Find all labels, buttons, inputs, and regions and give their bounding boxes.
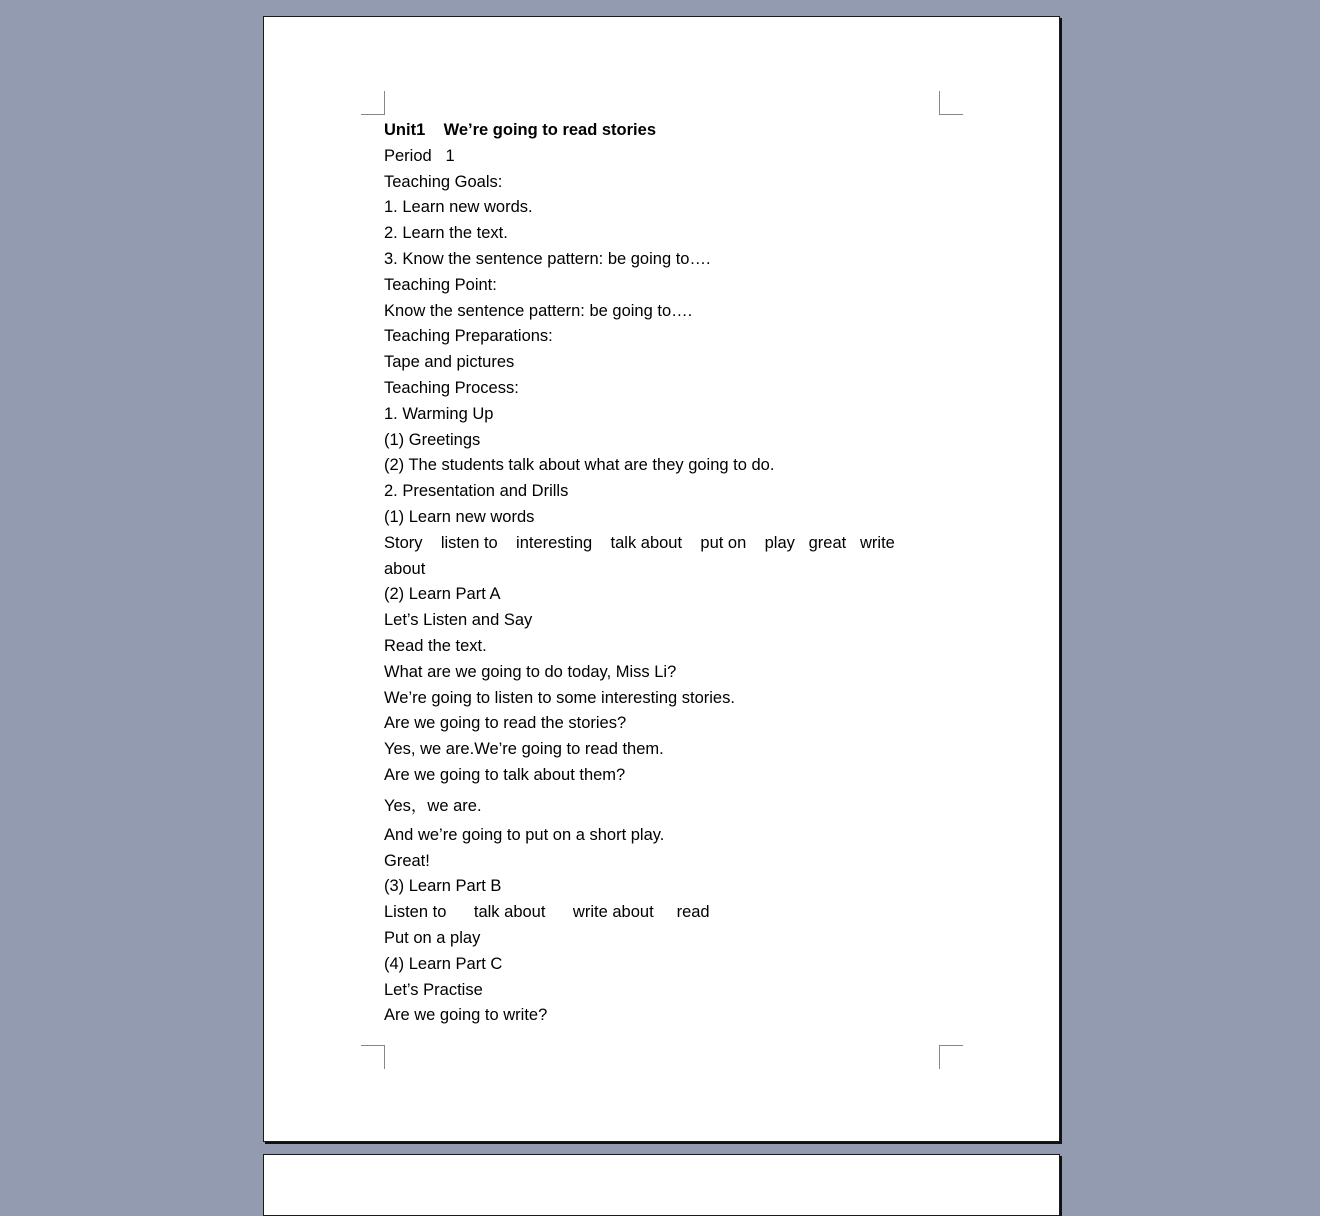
text-line: Are we going to write? <box>384 1006 548 1025</box>
text-line: Story listen to interesting talk about put on play great write <box>384 533 895 552</box>
text-line: Read the text. <box>384 636 487 655</box>
text-line: Put on a play <box>384 928 481 947</box>
text-line: 2. Learn the text. <box>384 224 508 243</box>
text-line: Yes, we are.We’re going to read them. <box>384 740 664 759</box>
text-line: Listen to talk about write about read <box>384 903 710 922</box>
text-line: 3. Know the sentence pattern: be going to…. <box>384 249 711 268</box>
document-page <box>263 16 1060 1142</box>
text-line: (4) Learn Part C <box>384 954 503 973</box>
text-line: 2. Presentation and Drills <box>384 482 569 501</box>
text-line: about <box>384 559 426 578</box>
crop-mark-top-right <box>939 91 963 115</box>
text-line: What are we going to do today, Miss Li? <box>384 662 677 681</box>
section-heading: Teaching Goals: <box>384 172 503 191</box>
text-line: Yes，we are. <box>384 796 482 815</box>
crop-mark-top-left <box>361 91 385 115</box>
text-line: And we’re going to put on a short play. <box>384 825 665 844</box>
text-line: (1) Learn new words <box>384 507 535 526</box>
text-line: Are we going to read the stories? <box>384 714 627 733</box>
text-line: 1. Learn new words. <box>384 198 533 217</box>
text-line: (1) Greetings <box>384 430 481 449</box>
text-line: (3) Learn Part B <box>384 877 502 896</box>
text-line: Tape and pictures <box>384 353 515 372</box>
text-line: Let’s Listen and Say <box>384 611 533 630</box>
text-line: (2) The students talk about what are they going to do. <box>384 456 775 475</box>
crop-mark-bottom-right <box>939 1045 963 1069</box>
document-title: Unit1 We’re going to read stories <box>384 121 656 139</box>
text-line: Let’s Practise <box>384 980 483 999</box>
section-heading: Teaching Preparations: <box>384 327 553 346</box>
crop-mark-bottom-left <box>361 1045 385 1069</box>
text-line: Period 1 <box>384 146 455 165</box>
document-body[interactable] <box>384 118 944 1029</box>
text-line: Are we going to talk about them? <box>384 765 626 784</box>
text-line: We’re going to listen to some interesting stories. <box>384 688 735 707</box>
section-heading: Teaching Point: <box>384 275 497 294</box>
next-document-page <box>263 1154 1060 1216</box>
text-line: 1. Warming Up <box>384 404 494 423</box>
text-line: (2) Learn Part A <box>384 585 501 604</box>
text-line: Know the sentence pattern: be going to…. <box>384 301 693 320</box>
section-heading: Teaching Process: <box>384 378 519 397</box>
text-line: Great! <box>384 851 430 870</box>
